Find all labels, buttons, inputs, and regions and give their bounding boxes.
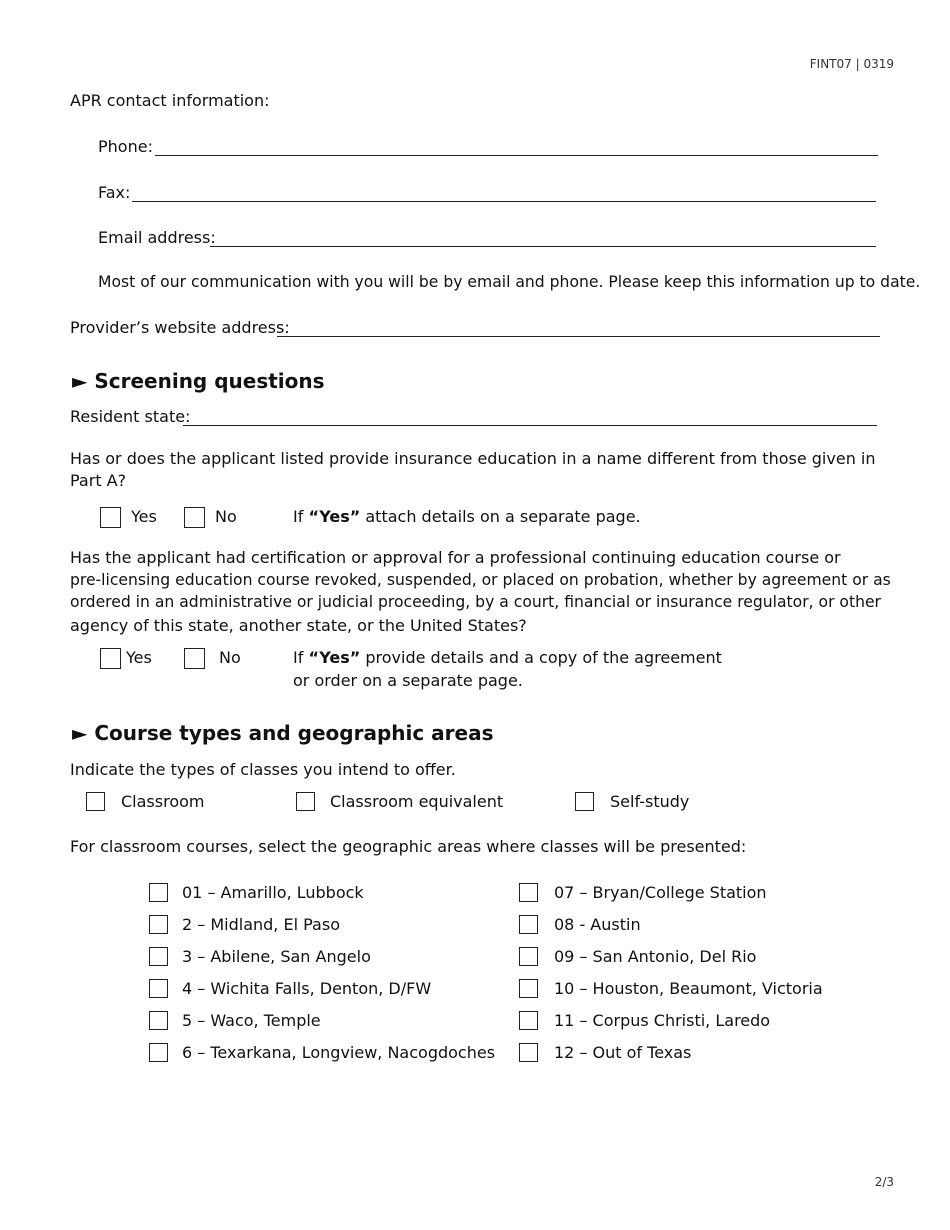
fax-field[interactable] bbox=[132, 201, 876, 202]
phone-label: Phone: bbox=[98, 137, 153, 156]
q1-yes-label: Yes bbox=[131, 507, 157, 526]
q1-line1: Has or does the applicant listed provide insurance education in a name different from those given in bbox=[70, 449, 876, 468]
area-09-checkbox[interactable] bbox=[519, 947, 538, 966]
area-05-label: 5 – Waco, Temple bbox=[182, 1011, 321, 1030]
area-08-checkbox[interactable] bbox=[519, 915, 538, 934]
resident-state-label: Resident state: bbox=[70, 407, 191, 426]
email-label: Email address: bbox=[98, 228, 216, 247]
area-02-checkbox[interactable] bbox=[149, 915, 168, 934]
area-06-label: 6 – Texarkana, Longview, Nacogdoches bbox=[182, 1043, 496, 1062]
classroom-checkbox[interactable] bbox=[86, 792, 105, 811]
q2-if-prefix: If bbox=[293, 648, 304, 667]
area-11-label: 11 – Corpus Christi, Laredo bbox=[554, 1011, 771, 1030]
q2-no-label: No bbox=[219, 648, 241, 667]
area-02-label: 2 – Midland, El Paso bbox=[182, 915, 340, 934]
q2-yes-checkbox[interactable] bbox=[100, 648, 121, 669]
page-number: 2/3 bbox=[874, 1175, 894, 1189]
classroom-equivalent-label: Classroom equivalent bbox=[330, 792, 504, 811]
self-study-checkbox[interactable] bbox=[575, 792, 594, 811]
q1-no-label: No bbox=[215, 507, 237, 526]
area-07-label: 07 – Bryan/College Station bbox=[554, 883, 767, 902]
area-11-checkbox[interactable] bbox=[519, 1011, 538, 1030]
q2-line4: agency of this state, another state, or the United States? bbox=[70, 616, 527, 635]
q1-if-prefix: If bbox=[293, 507, 304, 526]
area-12-checkbox[interactable] bbox=[519, 1043, 538, 1062]
q2-if-bold: “Yes” bbox=[308, 648, 361, 667]
area-10-checkbox[interactable] bbox=[519, 979, 538, 998]
courses-instruction: Indicate the types of classes you intend to offer. bbox=[70, 760, 456, 779]
courses-heading: ► Course types and geographic areas bbox=[72, 721, 494, 745]
q1-yes-checkbox[interactable] bbox=[100, 507, 121, 528]
form-id: FINT07 | 0319 bbox=[809, 57, 894, 71]
q2-if-yes-note bbox=[293, 648, 722, 667]
q1-no-checkbox[interactable] bbox=[184, 507, 205, 528]
classroom-label: Classroom bbox=[121, 792, 205, 811]
area-09-label: 09 – San Antonio, Del Rio bbox=[554, 947, 757, 966]
contact-note: Most of our communication with you will be by email and phone. Please keep this information up to date. bbox=[98, 273, 921, 291]
contact-title: APR contact information: bbox=[70, 91, 270, 110]
website-field[interactable] bbox=[277, 336, 880, 337]
area-04-label: 4 – Wichita Falls, Denton, D/FW bbox=[182, 979, 432, 998]
q2-no-checkbox[interactable] bbox=[184, 648, 205, 669]
q1-if-rest: attach details on a separate page. bbox=[365, 507, 641, 526]
q2-line1: Has the applicant had certification or approval for a professional continuing education course or bbox=[70, 548, 841, 567]
self-study-label: Self-study bbox=[610, 792, 690, 811]
email-field[interactable] bbox=[210, 246, 876, 247]
area-01-checkbox[interactable] bbox=[149, 883, 168, 902]
area-06-checkbox[interactable] bbox=[149, 1043, 168, 1062]
q2-yes-label: Yes bbox=[126, 648, 152, 667]
fax-label: Fax: bbox=[98, 183, 131, 202]
q1-if-bold: “Yes” bbox=[308, 507, 361, 526]
area-05-checkbox[interactable] bbox=[149, 1011, 168, 1030]
q2-line3: ordered in an administrative or judicial proceeding, by a court, financial or insurance regulator, or other bbox=[70, 593, 881, 611]
q2-if-line2: or order on a separate page. bbox=[293, 671, 523, 690]
areas-instruction: For classroom courses, select the geographic areas where classes will be presented: bbox=[70, 837, 747, 856]
resident-state-field[interactable] bbox=[183, 425, 877, 426]
area-01-label: 01 – Amarillo, Lubbock bbox=[182, 883, 364, 902]
q2-line2: pre-licensing education course revoked, suspended, or placed on probation, whether by agreement or as bbox=[70, 571, 891, 589]
area-08-label: 08 - Austin bbox=[554, 915, 641, 934]
phone-field[interactable] bbox=[155, 155, 878, 156]
area-04-checkbox[interactable] bbox=[149, 979, 168, 998]
screening-heading: ► Screening questions bbox=[72, 369, 325, 393]
area-07-checkbox[interactable] bbox=[519, 883, 538, 902]
q2-if-rest: provide details and a copy of the agreement bbox=[365, 648, 722, 667]
q1-line2: Part A? bbox=[70, 471, 127, 490]
website-label: Provider’s website address: bbox=[70, 318, 290, 337]
area-10-label: 10 – Houston, Beaumont, Victoria bbox=[554, 979, 823, 998]
area-03-checkbox[interactable] bbox=[149, 947, 168, 966]
area-03-label: 3 – Abilene, San Angelo bbox=[182, 947, 371, 966]
q1-if-yes-note bbox=[293, 507, 641, 526]
classroom-equivalent-checkbox[interactable] bbox=[296, 792, 315, 811]
area-12-label: 12 – Out of Texas bbox=[554, 1043, 692, 1062]
